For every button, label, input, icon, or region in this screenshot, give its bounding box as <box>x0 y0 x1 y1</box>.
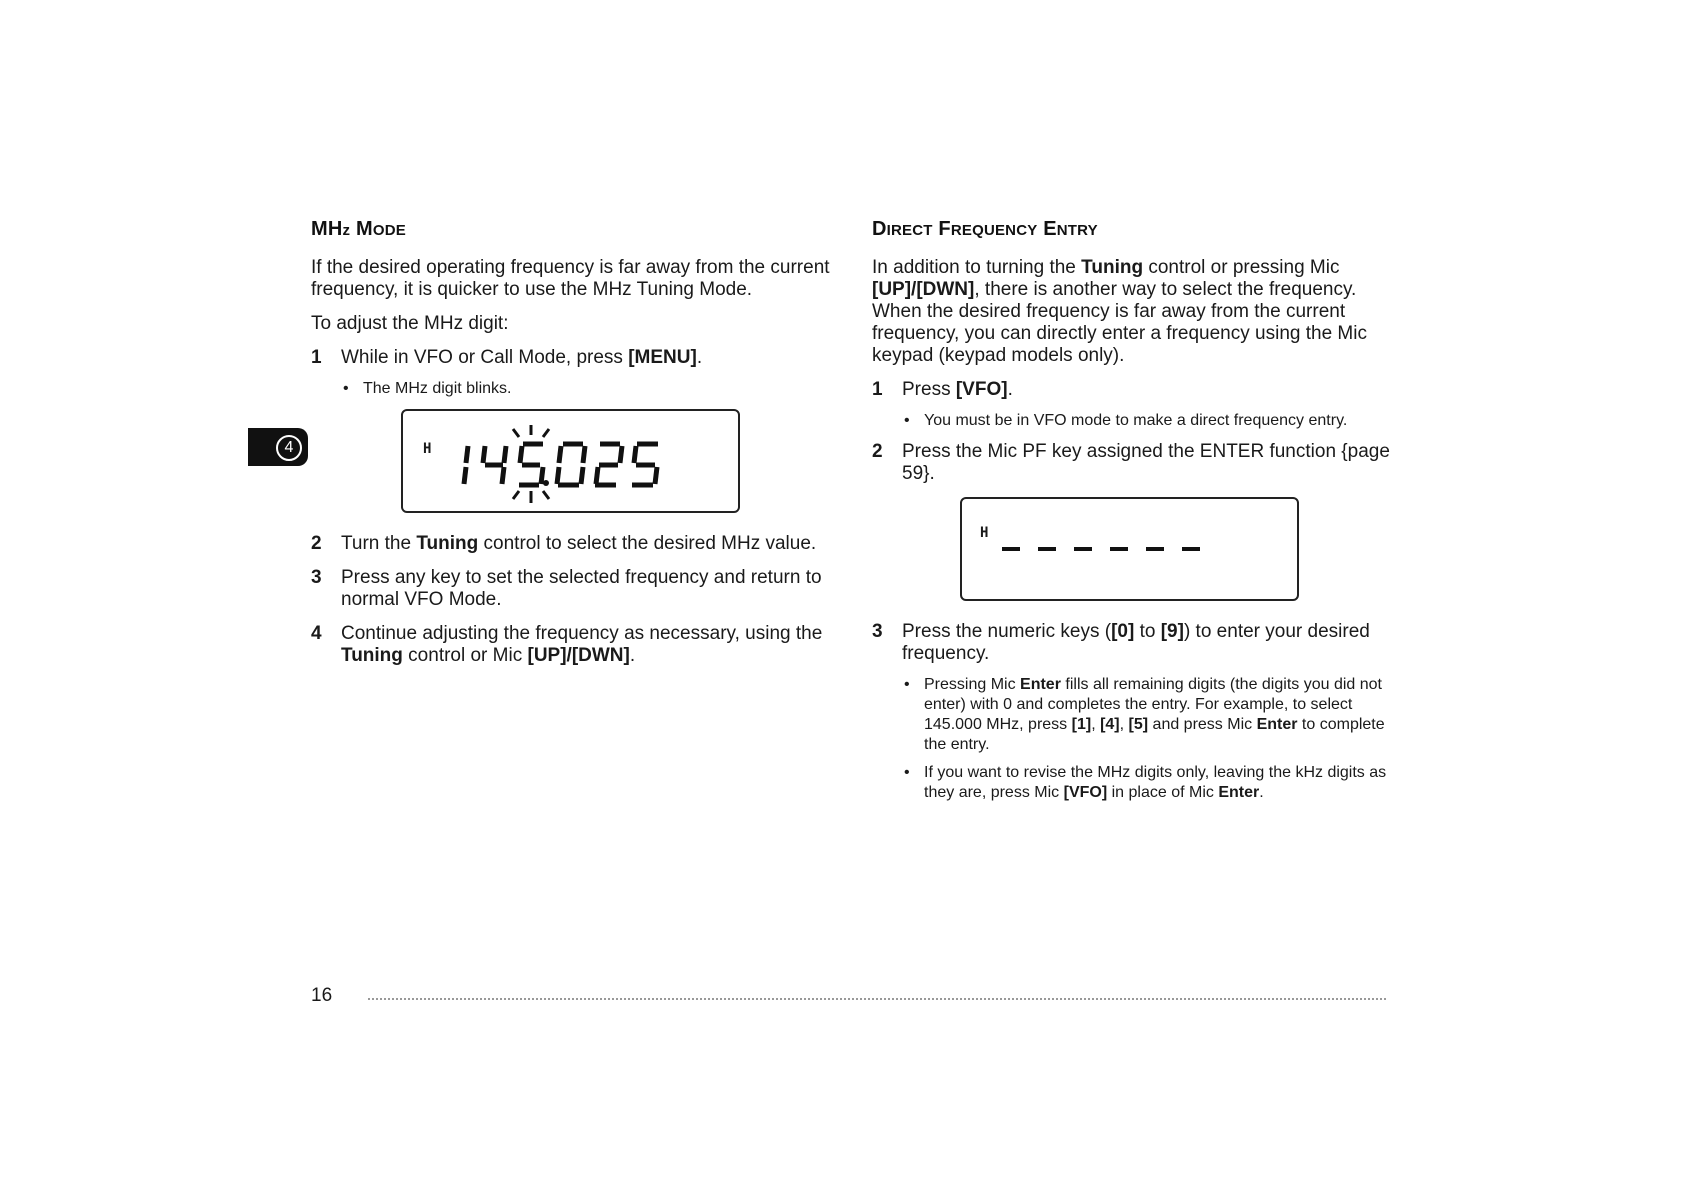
dfe-intro: In addition to turning the Tuning control or pressing Mic [UP]/[DWN], there is another way to select the frequency. When the desired frequency is far away from the current frequency, you can directly enter a frequency using the Mic keypad (keypad models only). <box>872 257 1367 366</box>
chapter-number: 4 <box>276 435 302 461</box>
direct-frequency-entry-heading: DIRECT FREQUENCY ENTRY <box>872 218 1098 240</box>
lcd-h-indicator: H <box>980 525 989 541</box>
mhz-intro: If the desired operating frequency is far away from the current frequency, it is quicker to use the MHz Tuning Mode. <box>311 257 830 300</box>
lcd-display-blank-entry <box>960 497 1299 601</box>
lcd-h-indicator: H <box>423 441 432 457</box>
mhz-adjust: To adjust the MHz digit: <box>311 313 509 334</box>
dfe-step-1: 1 Press [VFO]. <box>872 379 1013 400</box>
chapter-tab <box>248 428 308 466</box>
dfe-step-2: 2 Press the Mic PF key assigned the ENTER function {page 59}. <box>872 441 1390 484</box>
left-column <box>311 218 831 679</box>
dfe-step-3-note-2: • If you want to revise the MHz digits only, leaving the kHz digits as they are, press Mic [VFO] in place of Mic Enter. <box>904 764 1387 801</box>
mhz-step-1: 1 While in VFO or Call Mode, press [MENU]. <box>311 347 703 368</box>
mhz-step-2: 2 Turn the Tuning control to select the desired MHz value. <box>311 533 817 554</box>
dfe-step-3: 3 Press the numeric keys ([0] to [9]) to enter your desired frequency. <box>872 621 1370 664</box>
mhz-step-3: 3 Press any key to set the selected frequency and return to normal VFO Mode. <box>311 567 822 610</box>
footer-dotted-rule <box>368 998 1386 1000</box>
lcd-dash-placeholders <box>962 499 1297 599</box>
mhz-step-1-note: • The MHz digit blinks. <box>343 380 512 397</box>
dfe-step-3-note-1: • Pressing Mic Enter fills all remaining digits (the digits you did not enter) with 0 and completes the entry. For example, to select 145.000 MHz, press [1], [4], [5] and press Mic Enter to complete the entry. <box>904 676 1385 753</box>
lcd-seven-segment-digits <box>403 411 738 511</box>
lcd-display-mhz <box>401 409 740 513</box>
dfe-step-1-note: • You must be in VFO mode to make a direct frequency entry. <box>904 412 1348 429</box>
page-number: 16 <box>311 985 333 1006</box>
mhz-step-4: 4 Continue adjusting the frequency as necessary, using the Tuning control or Mic [UP]/[DWN]. <box>311 623 823 666</box>
mhz-mode-heading: MHz MODE <box>311 218 406 240</box>
right-column <box>872 218 1402 813</box>
